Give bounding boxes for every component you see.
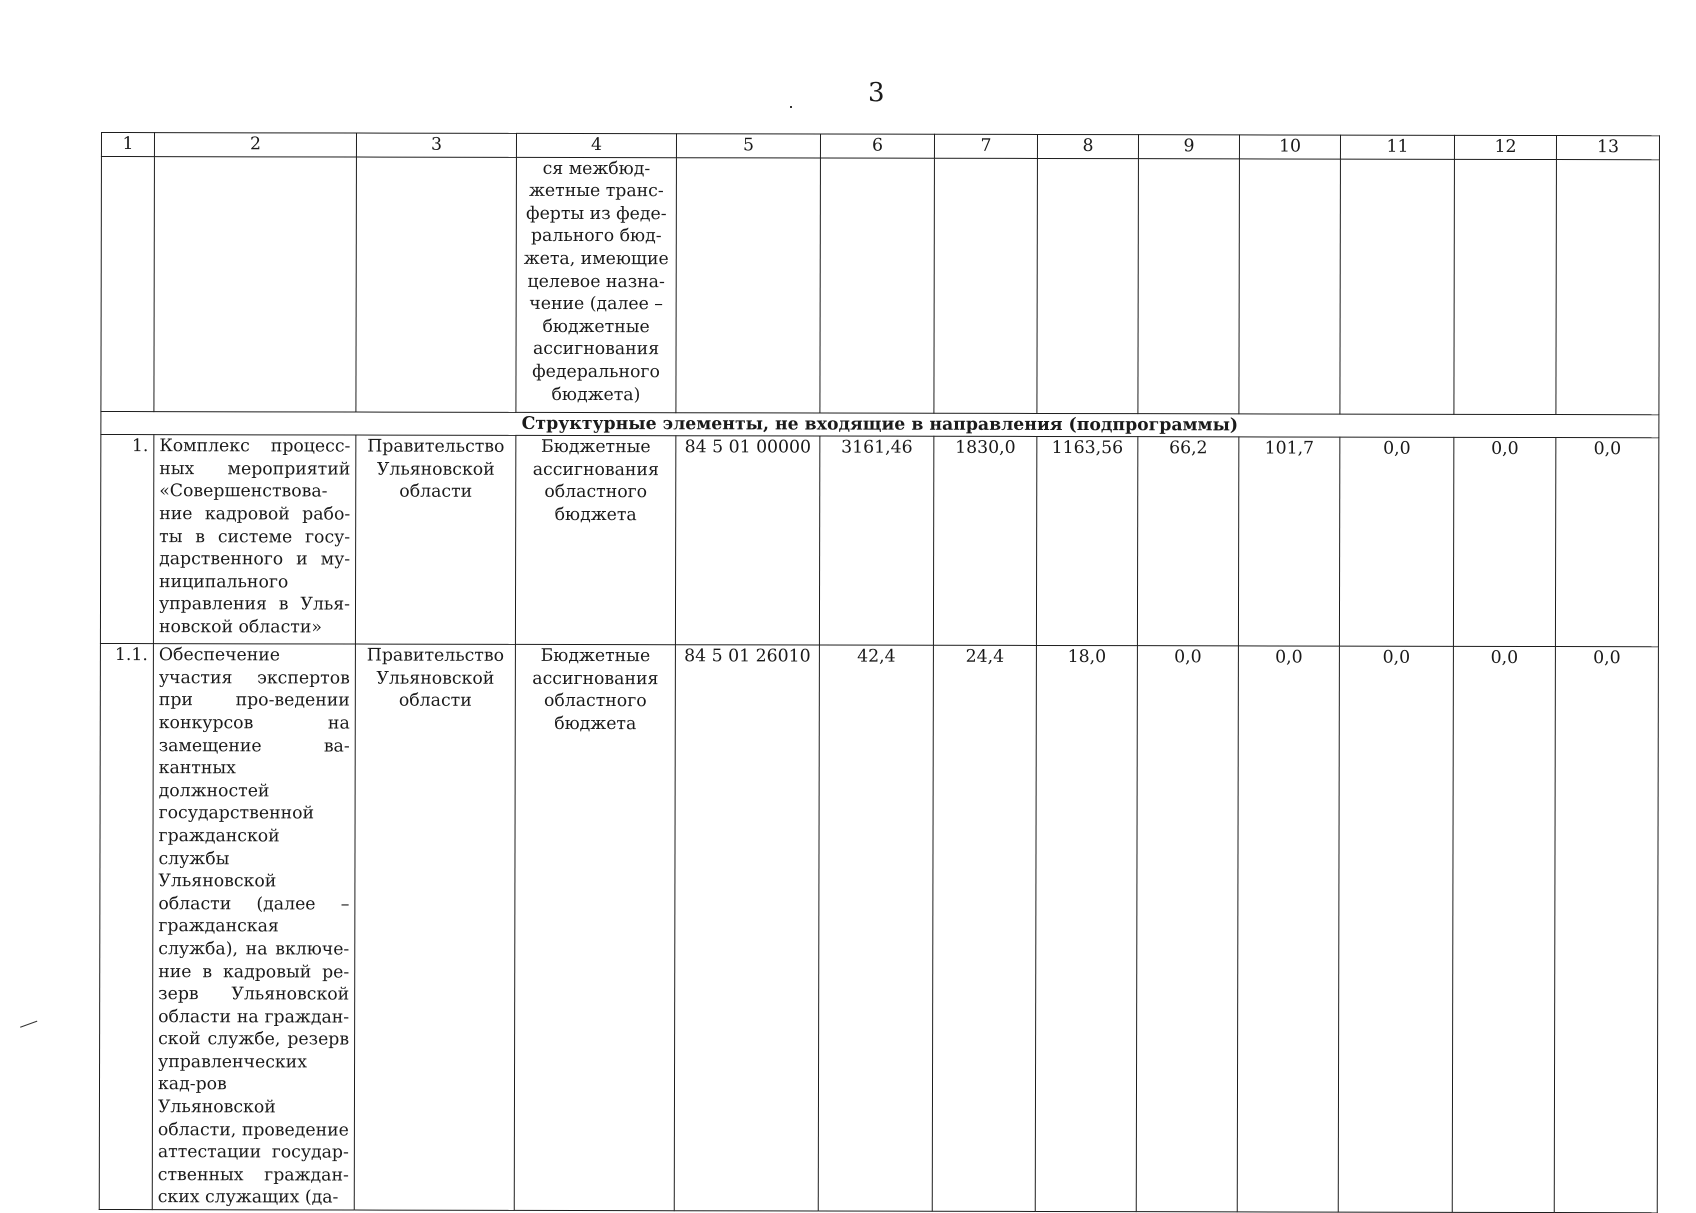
empty-cell [934,158,1038,413]
column-number: 7 [934,134,1037,158]
table-row [100,435,1658,647]
empty-cell [676,157,821,412]
value-col-6: 42,4 [818,645,933,1211]
funding-source: Бюджетные ассигнования областного бюджета [515,436,675,645]
column-number: 5 [676,134,820,158]
executor: Правительство Ульяновской области [354,644,515,1210]
empty-cell [101,156,155,411]
section-row [101,411,1659,438]
section-title: Структурные элементы, не входящие в направления (подпрограммы) [101,411,1659,438]
value-col-7: 1830,0 [933,436,1036,645]
value-col-12: 0,0 [1453,438,1555,647]
value-col-13: 0,0 [1554,647,1658,1213]
empty-cell [1556,159,1660,414]
empty-cell [1037,158,1139,413]
budget-code: 84 5 01 26010 [674,645,819,1211]
empty-cell [154,156,357,411]
column-number: 3 [356,133,516,157]
executor: Правительство Ульяновской области [355,435,515,644]
empty-cell [1454,159,1557,414]
empty-cell [1239,158,1341,413]
value-col-9: 66,2 [1137,437,1238,646]
column-number-row [101,133,1659,160]
margin-mark [17,1011,38,1027]
continuation-row [101,156,1660,414]
column-number: 12 [1454,135,1556,159]
column-number: 13 [1556,136,1659,160]
budget-table [99,132,1660,1213]
value-col-13: 0,0 [1555,438,1658,647]
column-number: 4 [516,133,676,157]
value-col-10: 0,0 [1237,646,1339,1212]
column-number: 6 [820,134,934,158]
empty-cell [820,158,935,413]
value-col-8: 18,0 [1035,646,1137,1212]
empty-cell [1340,159,1455,414]
table-row [99,644,1658,1213]
column-number: 1 [101,133,154,157]
value-col-7: 24,4 [932,645,1036,1211]
row-number: 1. [100,435,153,644]
row-number: 1.1. [99,644,153,1210]
empty-cell [1138,158,1240,413]
value-col-9: 0,0 [1136,646,1238,1212]
value-col-11: 0,0 [1339,437,1453,646]
value-col-10: 101,7 [1238,437,1339,646]
value-col-12: 0,0 [1452,647,1555,1213]
continued-source-text: ся межбюд-жетные транс-ферты из феде-рального бюд-жета, имеющие целевое назна-чение (далее – бюджетные ассигнования федерального бюджета) [516,157,677,412]
funding-source: Бюджетные ассигнования областного бюджета [514,645,675,1211]
column-number: 2 [154,133,356,157]
measure-name: Комплекс процесс-ных мероприятий «Совершенствова-ние кадровой рабо-ты в системе госу-дарственного и му-ниципального управления в Улья-новской области» [153,435,355,644]
value-col-8: 1163,56 [1036,437,1137,646]
scan-speck [790,106,792,108]
value-col-11: 0,0 [1338,646,1453,1212]
column-number: 11 [1340,135,1454,159]
page-number: 3 [868,78,885,108]
budget-code: 84 5 01 00000 [675,436,819,645]
measure-name: Обеспечение участия экспертов при про-ведении конкурсов на замещение ва-кантных должностей государственной гражданской службы Ульяновской области (далее – гражданская служба), на включе-ние в кадровый ре-зерв Ульяновской области на граждан-ской службе, резерв управленческих кад-ров Ульяновской области, проведение аттестации государ-ственных граждан-ских служащих (да- [152,644,355,1210]
value-col-6: 3161,46 [819,436,933,645]
column-number: 8 [1037,134,1138,158]
empty-cell [356,157,517,412]
column-number: 10 [1239,135,1340,159]
column-number: 9 [1138,135,1239,159]
